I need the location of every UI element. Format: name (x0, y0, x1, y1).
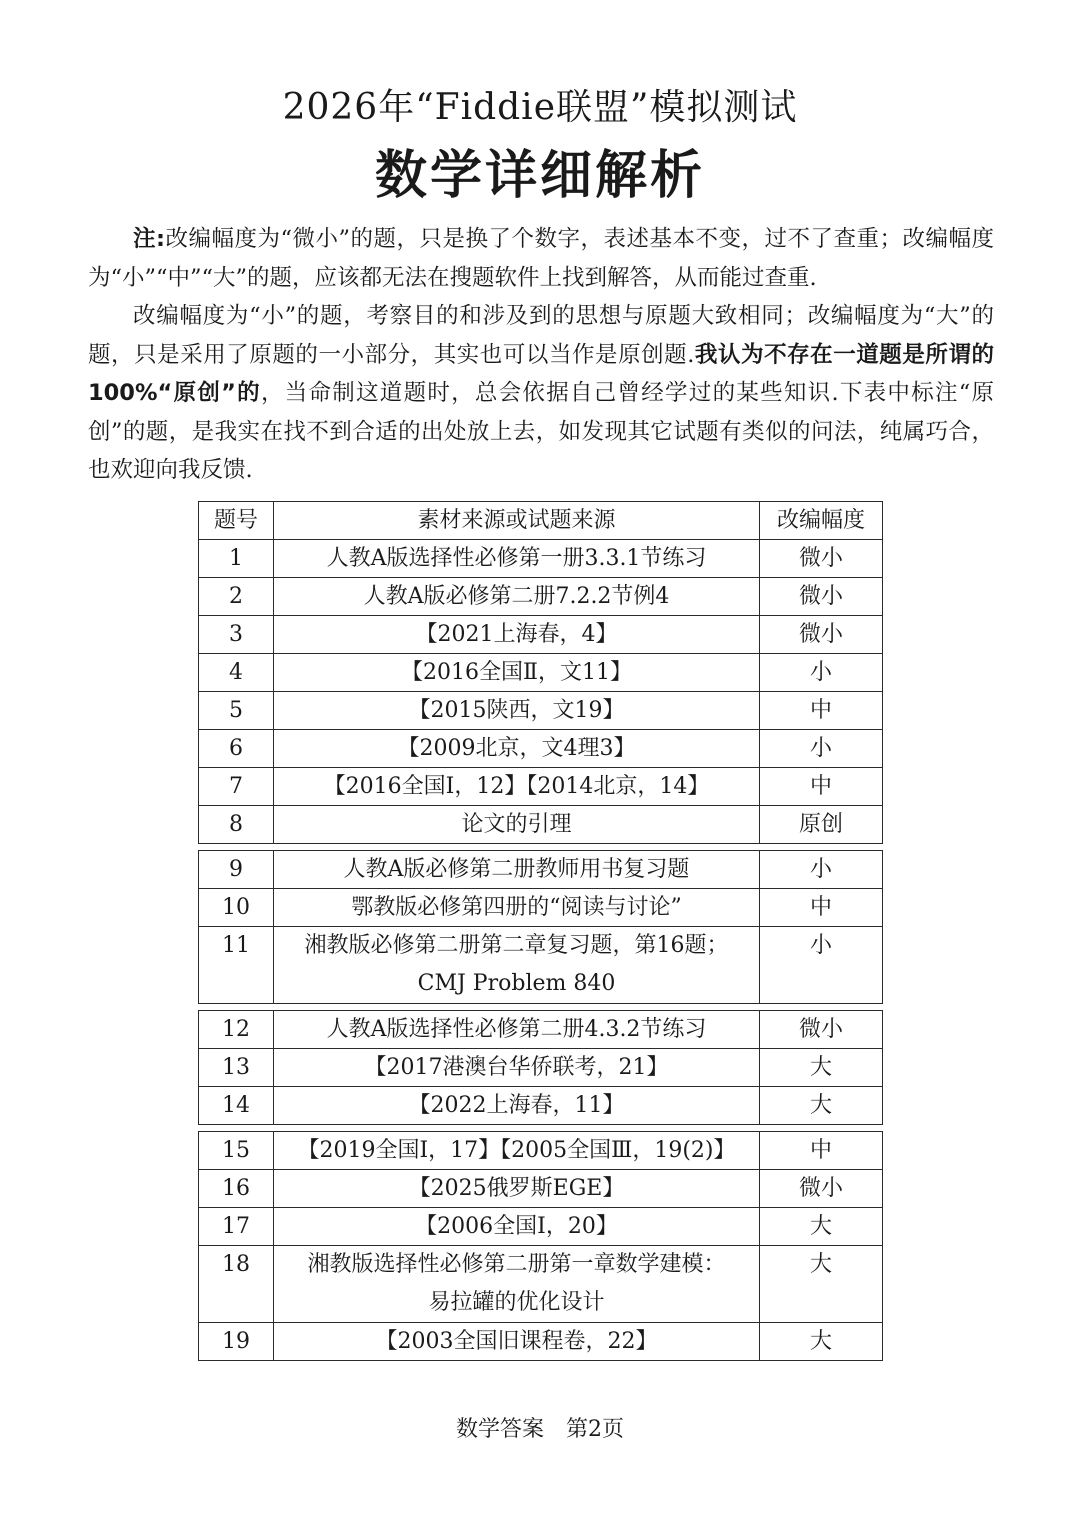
table-row (199, 1132, 883, 1170)
row-degree: 小 (760, 927, 883, 1004)
source-table-container (198, 501, 882, 1361)
page-subtitle: 数学详细解析 (374, 146, 705, 206)
row-degree: 微小 (760, 1011, 883, 1049)
row-number: 9 (199, 851, 274, 889)
row-source-line-1: 湘教版必修第二册第二章复习题，第16题； (304, 933, 729, 958)
row-number: 10 (199, 889, 274, 927)
row-source: 人教A版选择性必修第二册4.3.2节练习 (274, 1011, 760, 1049)
row-number: 13 (199, 1049, 274, 1087)
row-source: 【2021上海春，4】 (274, 616, 760, 654)
header-source: 素材来源或试题来源 (274, 502, 760, 540)
row-number: 6 (199, 730, 274, 768)
row-number: 3 (199, 616, 274, 654)
table-row (199, 1208, 883, 1246)
row-degree: 大 (760, 1208, 883, 1246)
table-row (199, 692, 883, 730)
table-row (199, 851, 883, 889)
row-source: 人教A版必修第二册7.2.2节例4 (274, 578, 760, 616)
row-degree: 中 (760, 1132, 883, 1170)
table-group-gap-cell (199, 1004, 883, 1011)
note-text-1: 改编幅度为“微小”的题，只是换了个数字，表述基本不变，过不了查重；改编幅度为“小”“中”“大”的题，应该都无法在搜题软件上找到解答，从而能过查重. (88, 226, 994, 291)
row-source: 【2015陕西，文19】 (274, 692, 760, 730)
row-degree: 小 (760, 730, 883, 768)
row-number: 19 (199, 1323, 274, 1361)
row-degree: 微小 (760, 1170, 883, 1208)
note-text-2b: ，当命制这道题时，总会依据自己曾经学过的某些知识.下表中标注“原创”的题，是我实在找不到合适的出处放上去，如发现其它试题有类似的问法，纯属巧合，也欢迎向我反馈. (88, 380, 995, 483)
table-row (199, 1323, 883, 1361)
row-number: 5 (199, 692, 274, 730)
table-row (199, 540, 883, 578)
row-degree: 大 (760, 1323, 883, 1361)
row-source: 【2019全国Ⅰ，17】【2005全国Ⅲ，19(2)】 (274, 1132, 760, 1170)
table-row (199, 730, 883, 768)
row-source: 【2016全国Ⅰ，12】【2014北京，14】 (274, 768, 760, 806)
table-group-gap (199, 1125, 883, 1132)
row-number: 7 (199, 768, 274, 806)
row-degree: 小 (760, 851, 883, 889)
row-degree: 中 (760, 692, 883, 730)
row-source: 【2022上海春，11】 (274, 1087, 760, 1125)
row-degree: 大 (760, 1087, 883, 1125)
row-number: 17 (199, 1208, 274, 1246)
row-source (274, 1246, 760, 1323)
row-source: 【2016全国Ⅱ，文11】 (274, 654, 760, 692)
table-group-gap-cell (199, 844, 883, 851)
row-source (274, 927, 760, 1004)
row-source: 【2003全国旧课程卷，22】 (274, 1323, 760, 1361)
row-number: 1 (199, 540, 274, 578)
page-footer: 数学答案 第2页 (456, 1417, 624, 1442)
row-number: 16 (199, 1170, 274, 1208)
row-degree: 微小 (760, 540, 883, 578)
source-table (198, 501, 883, 1361)
row-degree: 中 (760, 889, 883, 927)
table-group-gap (199, 844, 883, 851)
row-source-line-1: 湘教版选择性必修第二册第一章数学建模： (307, 1252, 726, 1277)
table-row (199, 1049, 883, 1087)
row-degree: 原创 (760, 806, 883, 844)
table-row (199, 616, 883, 654)
row-number: 2 (199, 578, 274, 616)
row-source: 【2009北京，文4理3】 (274, 730, 760, 768)
row-number: 18 (199, 1246, 274, 1323)
table-row (199, 1246, 883, 1323)
row-number: 4 (199, 654, 274, 692)
page-title: 2026年“Fiddie联盟”模拟测试 (282, 87, 798, 128)
row-source: 鄂教版必修第四册的“阅读与讨论” (274, 889, 760, 927)
header-number: 题号 (199, 502, 274, 540)
table-row (199, 768, 883, 806)
table-group-gap-cell (199, 1125, 883, 1132)
row-number: 14 (199, 1087, 274, 1125)
table-row (199, 1170, 883, 1208)
row-degree: 小 (760, 654, 883, 692)
row-source: 【2017港澳台华侨联考，21】 (274, 1049, 760, 1087)
table-row (199, 927, 883, 1004)
row-number: 8 (199, 806, 274, 844)
row-degree: 大 (760, 1049, 883, 1087)
row-source-line-2: CMJ Problem 840 (417, 971, 616, 996)
row-number: 11 (199, 927, 274, 1004)
row-number: 12 (199, 1011, 274, 1049)
table-header-row (199, 502, 883, 540)
header-degree: 改编幅度 (760, 502, 883, 540)
table-row (199, 1011, 883, 1049)
row-degree: 大 (760, 1246, 883, 1323)
table-row (199, 806, 883, 844)
note-paragraph-2 (88, 297, 994, 490)
row-source-line-2: 易拉罐的优化设计 (428, 1290, 605, 1315)
row-degree: 微小 (760, 616, 883, 654)
note-bold-statement: 我认为不存在一道题是所谓的100%“原创”的 (88, 341, 994, 406)
row-source: 人教A版必修第二册教师用书复习题 (274, 851, 760, 889)
table-row (199, 578, 883, 616)
row-degree: 中 (760, 768, 883, 806)
note-paragraph-1 (88, 220, 994, 297)
row-source: 人教A版选择性必修第一册3.3.1节练习 (274, 540, 760, 578)
row-degree: 微小 (760, 578, 883, 616)
notes-section (88, 220, 994, 490)
row-source: 【2006全国Ⅰ，20】 (274, 1208, 760, 1246)
note-text-2a: 改编幅度为“小”的题，考察目的和涉及到的思想与原题大致相同；改编幅度为“大”的题，只是采用了原题的一小部分，其实也可以当作是原创题. (88, 303, 994, 368)
row-number: 15 (199, 1132, 274, 1170)
table-group-gap (199, 1004, 883, 1011)
row-source: 论文的引理 (274, 806, 760, 844)
row-source: 【2025俄罗斯EGE】 (274, 1170, 760, 1208)
table-row (199, 1087, 883, 1125)
note-label: 注: (133, 226, 165, 252)
table-row (199, 889, 883, 927)
table-row (199, 654, 883, 692)
